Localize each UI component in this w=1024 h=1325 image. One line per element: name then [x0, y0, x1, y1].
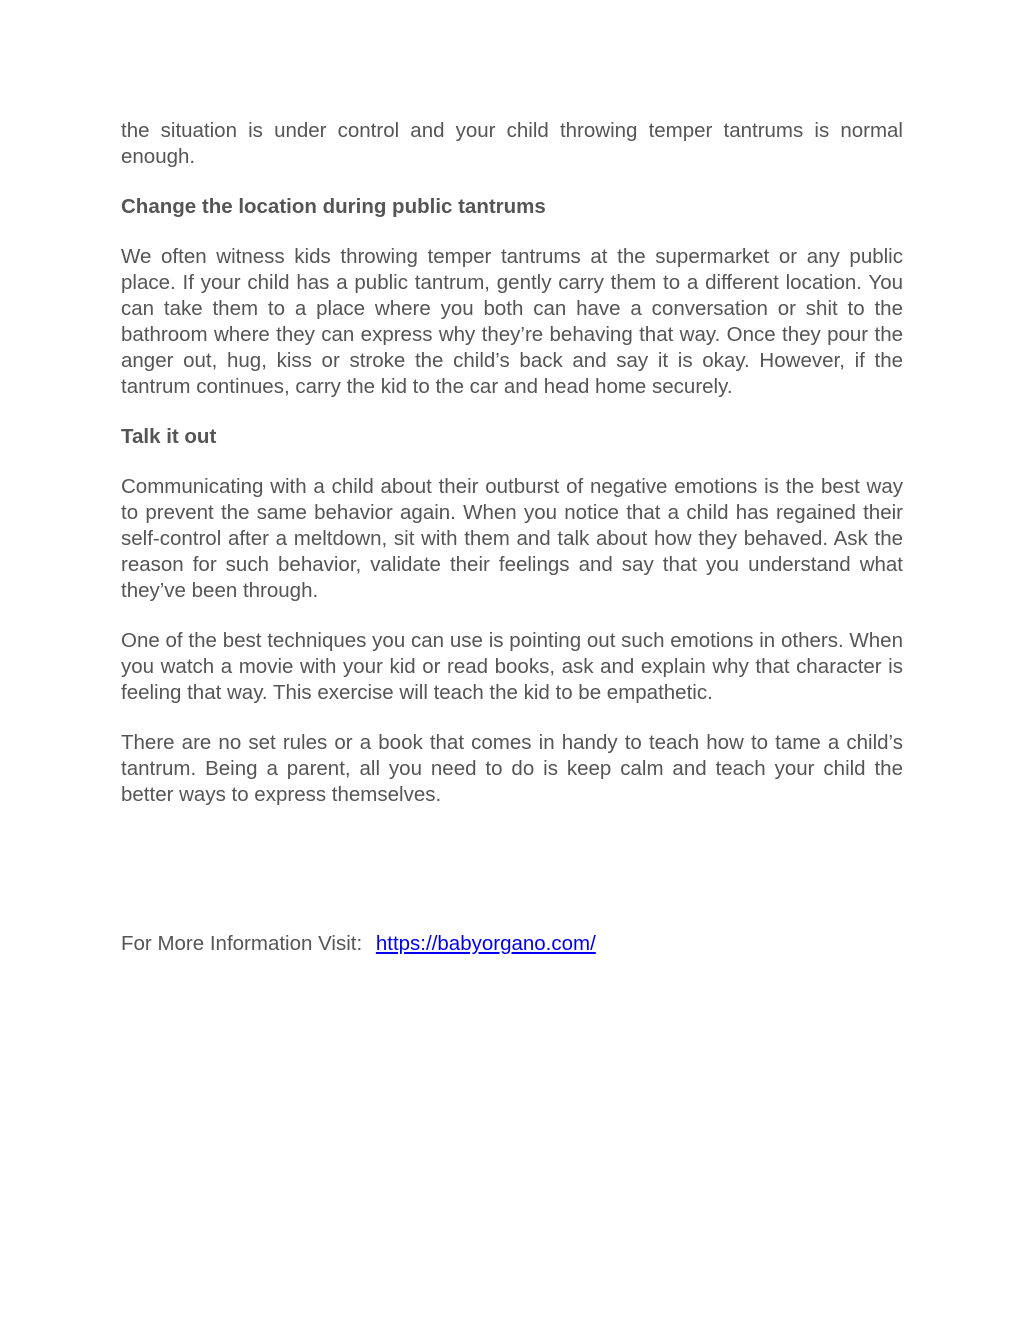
spacer — [121, 220, 903, 244]
spacer — [121, 170, 903, 194]
footer-label: For More Information Visit: — [121, 932, 363, 955]
website-link[interactable]: https://babyorgano.com/ — [375, 932, 596, 955]
paragraph-no-set-rules: There are no set rules or a book that comes in handy to teach how to tame a child’s tantrum. Being a parent, all you need to do is keep calm and teach your child the better ways to express themselves. — [121, 731, 903, 806]
paragraph-communicating: Communicating with a child about their outburst of negative emotions is the best way to prevent the same behavior again. When you notice that a child has regained their self-control after a meltdown, sit with them and talk about how they behaved. Ask the reason for such behavior, validate their feelings and say that you understand what they’ve been through. — [121, 475, 903, 602]
document-body — [121, 118, 903, 808]
spacer — [121, 450, 903, 474]
section-heading-talk-it-out: Talk it out — [121, 425, 217, 448]
intro-paragraph: the situation is under control and your child throwing temper tantrums is normal enough. — [121, 119, 903, 168]
spacer — [121, 604, 903, 628]
spacer — [121, 400, 903, 424]
footer-info — [121, 931, 596, 957]
spacer — [121, 706, 903, 730]
section-heading-change-location: Change the location during public tantrums — [121, 195, 546, 218]
paragraph-public-tantrums: We often witness kids throwing temper tantrums at the supermarket or any public place. If your child has a public tantrum, gently carry them to a different location. You can take them to a place where you both can have a conversation or shit to the bathroom where they can express why they’re behaving that way. Once they pour the anger out, hug, kiss or stroke the child’s back and say it is okay. However, if the tantrum continues, carry the kid to the car and head home securely. — [121, 245, 903, 398]
paragraph-techniques: One of the best techniques you can use is pointing out such emotions in others. When you watch a movie with your kid or read books, ask and explain why that character is feeling that way. This exercise will teach the kid to be empathetic. — [121, 629, 903, 704]
